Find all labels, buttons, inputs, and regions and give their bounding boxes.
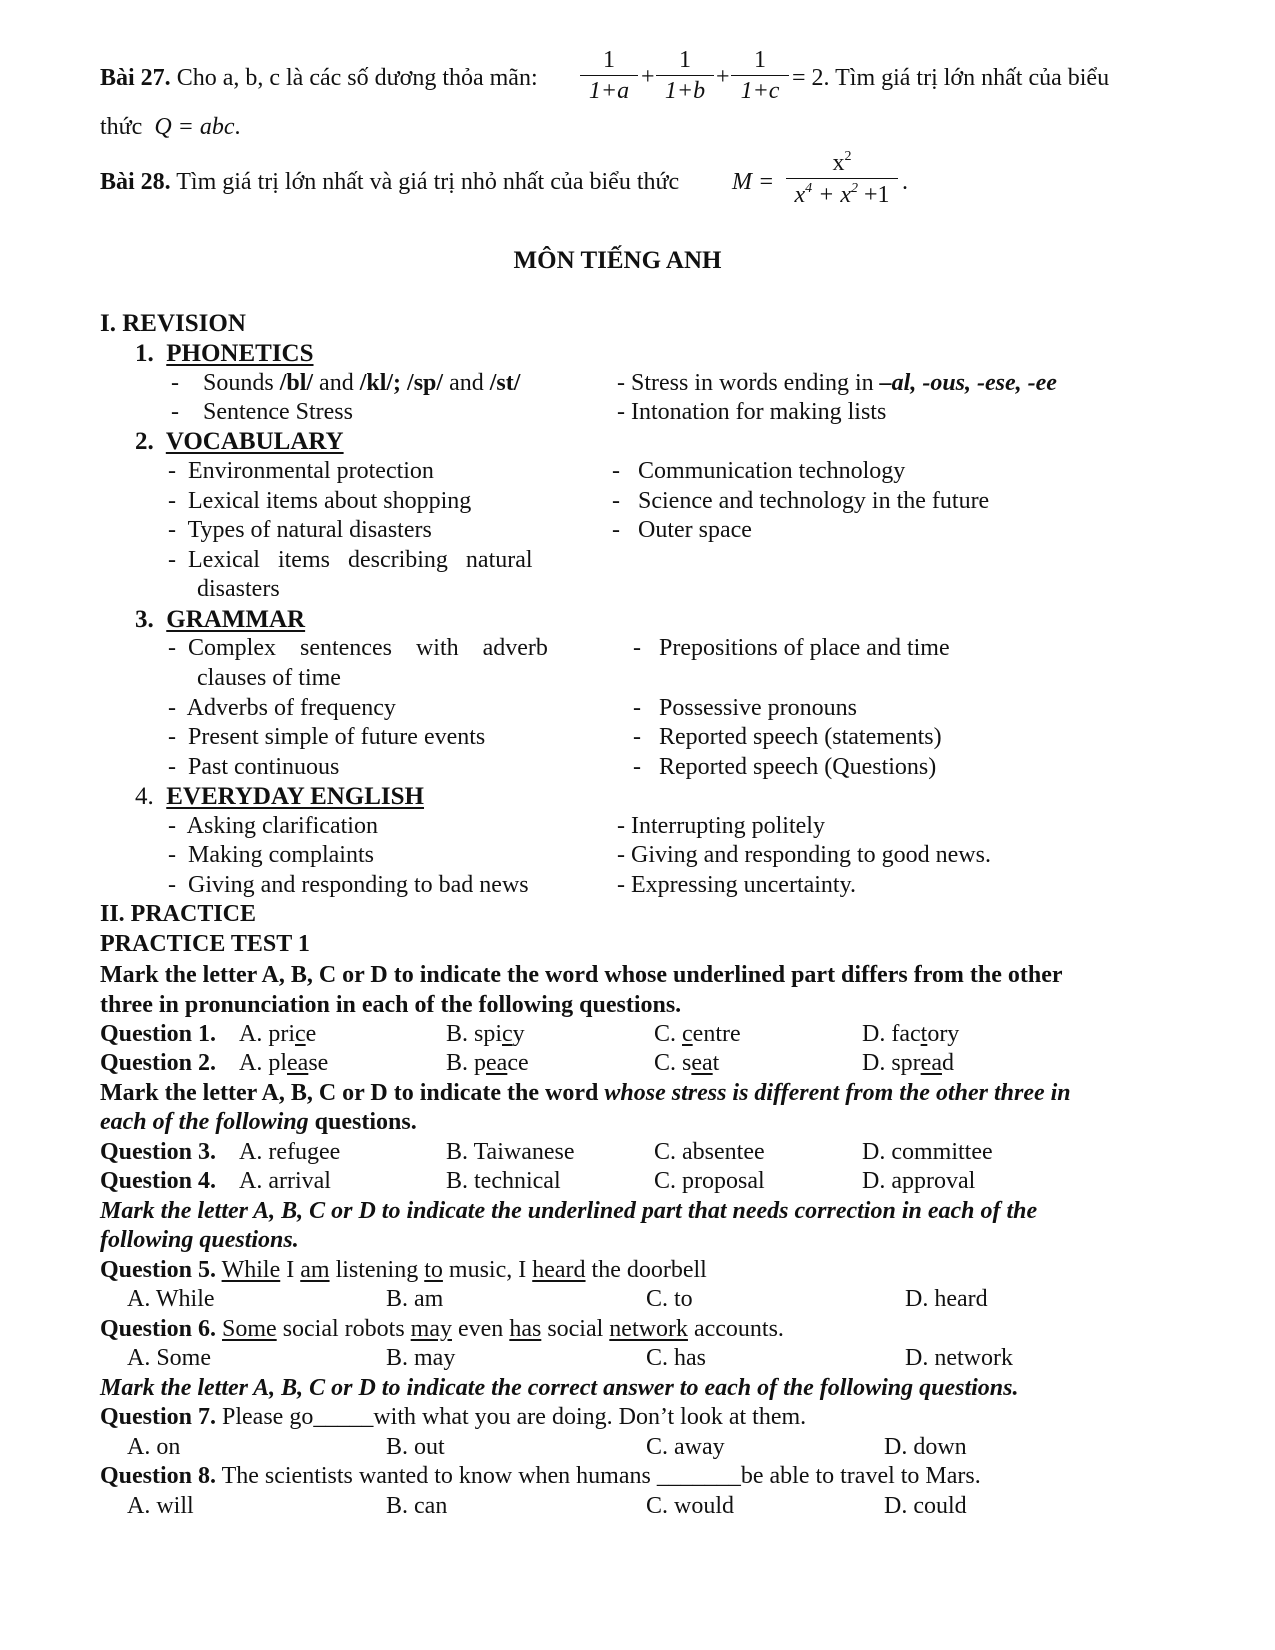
q3-option-a[interactable]: A. refugee	[239, 1139, 341, 1165]
q7-option-d[interactable]: D. down	[884, 1434, 967, 1460]
q2-option-b[interactable]: B. peace	[446, 1050, 529, 1076]
vocab-right-3: - Outer space	[612, 517, 752, 543]
grammar-left-3: - Present simple of future events	[168, 724, 486, 750]
question-7: Question 7. Please go_____with what you are doing. Don’t look at them.	[100, 1404, 807, 1430]
phonetics-right-2: - Intonation for making lists	[617, 399, 887, 425]
q5-option-c[interactable]: C. to	[646, 1286, 693, 1312]
q4-option-b[interactable]: B. technical	[446, 1168, 561, 1194]
question-3-label: Question 3.	[100, 1139, 217, 1165]
fraction-1-over-1plusb: 1 1+b	[656, 48, 714, 103]
q1-option-c[interactable]: C. centre	[654, 1021, 741, 1047]
grammar-right-3: - Reported speech (statements)	[633, 724, 942, 750]
everyday-right-2: - Giving and responding to good news.	[617, 842, 991, 868]
grammar-left-2: - Adverbs of frequency	[168, 695, 396, 721]
q5-option-b[interactable]: B. am	[386, 1286, 444, 1312]
fraction-M: $x^2$ $x^4 + x^2 +1$	[786, 150, 898, 207]
q6-option-d[interactable]: D. network	[905, 1345, 1013, 1371]
q4-option-a[interactable]: A. arrival	[239, 1168, 331, 1194]
fraction-1-over-1plusa: 1 1+a	[580, 48, 638, 103]
vocab-left-2: - Lexical items about shopping	[168, 488, 472, 514]
phonetics-heading: 1. PHONETICS	[135, 340, 314, 367]
question-6: Question 6. Some social robots may even has social network accounts.	[100, 1316, 784, 1342]
q7-option-a[interactable]: A. on	[127, 1434, 181, 1460]
q2-option-d[interactable]: D. spread	[862, 1050, 954, 1076]
instruction-3-line1: Mark the letter A, B, C or D to indicate the underlined part that needs correction in each of the	[100, 1198, 1038, 1224]
q5-option-d[interactable]: D. heard	[905, 1286, 988, 1312]
grammar-left-1b: clauses of time	[197, 665, 341, 691]
vocab-right-2: - Science and technology in the future	[612, 488, 990, 514]
q5-option-a[interactable]: A. While	[127, 1286, 215, 1312]
bai27-expr: Q = abc	[154, 114, 235, 140]
question-8: Question 8. The scientists wanted to know when humans _______be able to travel to Mars.	[100, 1463, 981, 1489]
bai27-text: Cho a, b, c là các số dương thỏa mãn:	[176, 65, 538, 91]
everyday-left-1: - Asking clarification	[168, 813, 378, 839]
everyday-right-3: - Expressing uncertainty.	[617, 872, 857, 898]
q7-option-b[interactable]: B. out	[386, 1434, 445, 1460]
phonetics-left-2: - Sentence Stress	[171, 399, 353, 425]
phonetics-left-1: - Sounds /bl/ and /kl/; /sp/ and /st/	[171, 370, 521, 396]
instruction-1-line1: Mark the letter A, B, C or D to indicate the word whose underlined part differs from the other	[100, 962, 1063, 988]
grammar-heading: 3. GRAMMAR	[135, 606, 306, 633]
grammar-right-2: - Possessive pronouns	[633, 695, 858, 721]
instruction-1-line2: three in pronunciation in each of the following questions.	[100, 992, 682, 1018]
bai27-line2: thức Q = abc.	[100, 114, 241, 140]
q8-option-a[interactable]: A. will	[127, 1493, 194, 1519]
grammar-right-1: - Prepositions of place and time	[633, 635, 950, 661]
q1-option-a[interactable]: A. price	[239, 1021, 317, 1047]
bai28-label: Bài 28.	[100, 169, 171, 195]
q8-option-d[interactable]: D. could	[884, 1493, 967, 1519]
q6-option-b[interactable]: B. may	[386, 1345, 456, 1371]
bai27-eq: = 2. Tìm giá trị lớn nhất của biểu	[792, 65, 1110, 91]
fraction-1-over-1plusc: 1 1+c	[731, 48, 789, 103]
instruction-3-line2: following questions.	[100, 1227, 299, 1253]
vocab-left-4b: disasters	[197, 576, 280, 602]
bai27-line1	[100, 66, 538, 90]
bai27-label: Bài 27.	[100, 65, 171, 91]
instruction-2-line1: Mark the letter A, B, C or D to indicate the word whose stress is different from the other three in	[100, 1080, 1071, 1106]
q6-option-c[interactable]: C. has	[646, 1345, 706, 1371]
section-title: MÔN TIẾNG ANH	[513, 247, 722, 274]
q4-option-d[interactable]: D. approval	[862, 1168, 976, 1194]
q3-option-d[interactable]: D. committee	[862, 1139, 993, 1165]
question-1-label: Question 1.	[100, 1021, 217, 1047]
q2-option-c[interactable]: C. seat	[654, 1050, 720, 1076]
instruction-2-line2: each of the following questions.	[100, 1109, 417, 1135]
q1-option-b[interactable]: B. spicy	[446, 1021, 525, 1047]
practice-heading: II. PRACTICE	[100, 901, 257, 927]
everyday-heading: 4. EVERYDAY ENGLISH	[135, 783, 425, 810]
vocab-left-4: - Lexical items describing natural	[168, 547, 533, 573]
grammar-right-4: - Reported speech (Questions)	[633, 754, 937, 780]
instruction-4: Mark the letter A, B, C or D to indicate the correct answer to each of the following questions.	[100, 1375, 1019, 1401]
q3-option-c[interactable]: C. absentee	[654, 1139, 765, 1165]
q3-option-b[interactable]: B. Taiwanese	[446, 1139, 575, 1165]
plus-sign: +	[641, 64, 655, 90]
plus-sign: +	[716, 64, 730, 90]
q2-option-a[interactable]: A. please	[239, 1050, 329, 1076]
bai28-M: M =	[732, 169, 775, 195]
bai28-dot: .	[902, 169, 908, 195]
revision-heading: I. REVISION	[100, 310, 246, 337]
grammar-left-4: - Past continuous	[168, 754, 340, 780]
practice-test-heading: PRACTICE TEST 1	[100, 931, 310, 957]
bai28-text: Tìm giá trị lớn nhất và giá trị nhỏ nhất của biểu thức	[176, 169, 680, 195]
vocab-right-1: - Communication technology	[612, 458, 906, 484]
bai28-line	[100, 170, 679, 194]
question-2-label: Question 2.	[100, 1050, 217, 1076]
q6-option-a[interactable]: A. Some	[127, 1345, 211, 1371]
grammar-left-1: - Complex sentences with adverb	[168, 635, 548, 661]
q8-option-b[interactable]: B. can	[386, 1493, 448, 1519]
q7-option-c[interactable]: C. away	[646, 1434, 725, 1460]
q8-option-c[interactable]: C. would	[646, 1493, 735, 1519]
vocab-left-1: - Environmental protection	[168, 458, 434, 484]
vocabulary-heading: 2. VOCABULARY	[135, 428, 344, 455]
question-5: Question 5. While I am listening to music, I heard the doorbell	[100, 1257, 707, 1283]
everyday-left-2: - Making complaints	[168, 842, 374, 868]
everyday-left-3: - Giving and responding to bad news	[168, 872, 529, 898]
vocab-left-3: - Types of natural disasters	[168, 517, 432, 543]
question-4-label: Question 4.	[100, 1168, 217, 1194]
q1-option-d[interactable]: D. factory	[862, 1021, 960, 1047]
q4-option-c[interactable]: C. proposal	[654, 1168, 765, 1194]
everyday-right-1: - Interrupting politely	[617, 813, 825, 839]
phonetics-right-1: - Stress in words ending in –al, -ous, -ese, -ee	[617, 370, 1057, 396]
